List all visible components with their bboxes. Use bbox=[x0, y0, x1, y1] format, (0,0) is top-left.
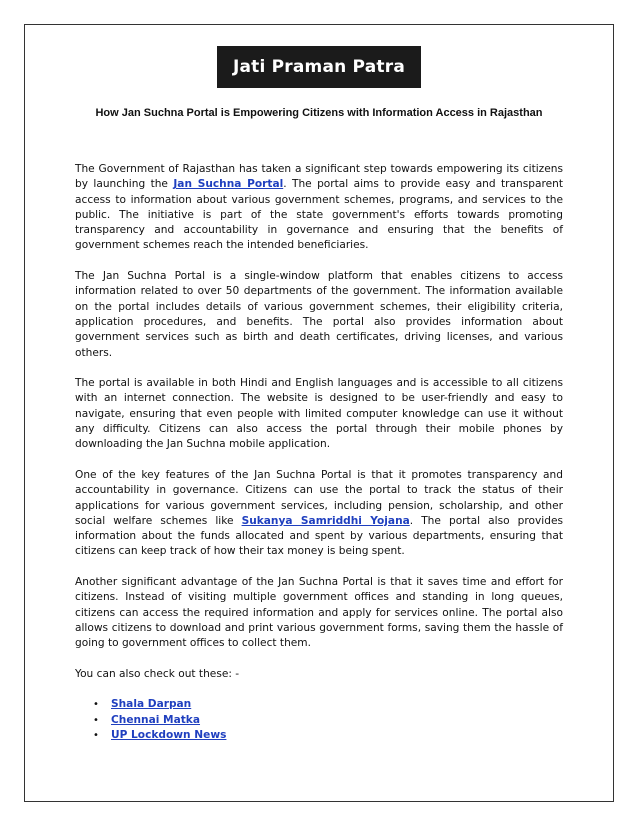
chennai-matka-link[interactable]: Chennai Matka bbox=[111, 713, 201, 726]
shala-darpan-link[interactable]: Shala Darpan bbox=[111, 698, 192, 711]
related-links-list bbox=[75, 697, 563, 743]
paragraph-single-window: The Jan Suchna Portal is a single-window platform that enables citizens to access information related to over 50 departments of the government. The information available on the portal includes details of various government schemes, their eligibility criteria, application procedures, and benefits. The portal also provides information about government services such as birth and death certificates, driving licenses, and various others. bbox=[75, 270, 563, 359]
paragraph-intro bbox=[75, 162, 563, 254]
sukanya-samriddhi-yojana-link[interactable]: Sukanya Samriddhi Yojana bbox=[241, 514, 410, 527]
document-title: How Jan Suchna Portal is Empowering Citizens with Information Access in Rajasthan bbox=[95, 107, 543, 119]
paragraph-time-saving: Another significant advantage of the Jan Suchna Portal is that it saves time and effort for citizens. Instead of visiting multiple government offices and standing in long queues, citizens can access the required information and apply for services online. The portal also allows citizens to download and print various government forms, saving them the hassle of going to government offices to collect them. bbox=[75, 576, 563, 650]
paragraph-transparency-text-before: One of the key features of the Jan Suchna Portal is that it promotes transparency and accountability in governance. Citizens can use the portal to track the status of their applications for various government services, including pension, scholarship, and other social welfare schemes like bbox=[75, 468, 563, 527]
list-item bbox=[93, 728, 563, 743]
list-item bbox=[93, 697, 563, 712]
list-item bbox=[93, 713, 563, 728]
jan-suchna-portal-link[interactable]: Jan Suchna Portal bbox=[173, 178, 284, 191]
paragraph-intro-text-before: The Government of Rajasthan has taken a significant step towards empowering its citizens by launching the bbox=[75, 163, 563, 191]
bullet-icon: • bbox=[93, 729, 99, 741]
paragraph-languages: The portal is available in both Hindi and English languages and is accessible to all citizens with an internet connection. The website is designed to be user-friendly and easy to navigate, ensuring that even people with limited computer knowledge can use it without any difficulty. Citizens can also access the portal through their mobile phones by downloading the Jan Suchna mobile application. bbox=[75, 377, 563, 451]
paragraph-transparency bbox=[75, 468, 563, 560]
bullet-icon: • bbox=[93, 699, 99, 711]
up-lockdown-news-link[interactable]: UP Lockdown News bbox=[111, 728, 227, 741]
paragraph-transparency-text-after: . The portal also provides information about the funds allocated and spent by various departments, ensuring that citizens can keep track of how their tax money is being spent. bbox=[75, 514, 563, 558]
bullet-icon: • bbox=[93, 714, 99, 726]
paragraph-check-out: You can also check out these: - bbox=[75, 667, 240, 680]
logo-banner bbox=[217, 46, 421, 88]
logo-text: Jati Praman Patra bbox=[232, 57, 406, 77]
paragraph-intro-text-after: . The portal aims to provide easy and transparent access to information about various government schemes, programs, and services to the public. The initiative is part of the state government's efforts towards promoting transparency and accountability in governance and ensuring that the benefits of government schemes reach the intended beneficiaries. bbox=[75, 178, 563, 252]
document-body bbox=[75, 162, 563, 743]
